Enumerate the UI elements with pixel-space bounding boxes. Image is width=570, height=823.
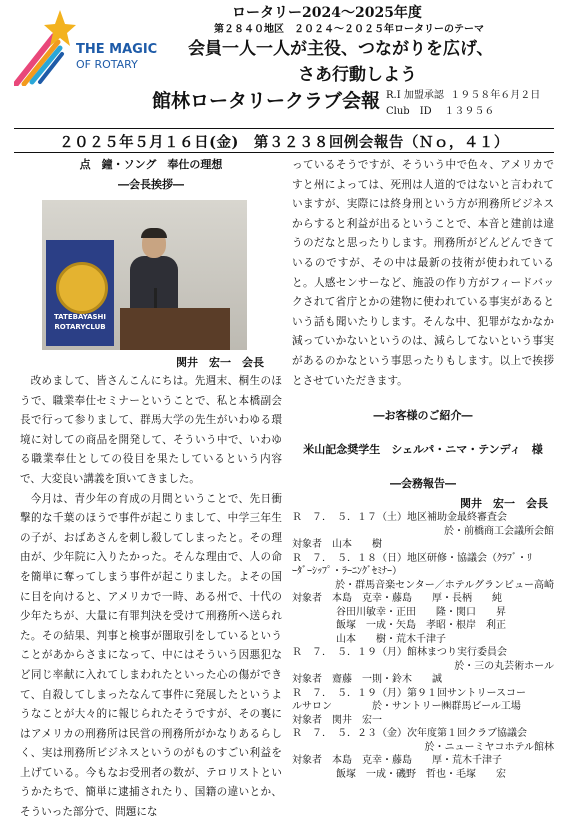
theme-motto-line2: さあ行動しよう <box>298 65 417 85</box>
reporter-name: 関井 宏一 会長 <box>460 497 548 511</box>
report-line: Ｒ ７． ５．１９（月）館林まつり実行委員会 <box>292 647 507 659</box>
report-line: Ｒ ７． ５．１８（日）地区研修・協議会（ｸﾗﾌﾞ・ﾘ <box>292 552 532 564</box>
president-greeting-heading: ―会長挨拶― <box>118 178 184 191</box>
greeting-paragraph: 改めまして、皆さんこんにちは。先週末、桐生のほうで、職業奉仕セミナーということで、私と本橋副会長で行って参りまして、群馬大学の先生がいわゆる環境に対しての商品を開発して、そういう中で、いわゆる職業奉仕としての役目を果たしているという内容で、大変良い講義を頂いてきました。 <box>20 375 282 485</box>
report-line: 山本 樹・荒木千津子 <box>336 633 446 645</box>
podium <box>120 308 230 350</box>
rotary-wheel-icon <box>56 262 108 314</box>
report-line: 対象者 関井 宏一 <box>292 714 382 726</box>
report-line: Ｒ ７． ５．２３（金）次年度第１回クラブ協議会 <box>292 728 527 740</box>
club-id-label: Club ID <box>386 106 432 117</box>
divider-bottom <box>14 152 554 153</box>
theme-motto-line1: 会員一人一人が主役、つながりを広げ、 <box>188 39 494 59</box>
report-line: 於・前橋商工会議所会館 <box>444 525 554 537</box>
greeting-paragraph: っているそうですが、そういう中で色々、アメリカですと州によっては、死刑は人道的ではないと言われていますが、実際には終身刑という方が刑務所ビジネスからすると利益が出るということで、本音と建前は違うのだなと思ったりします。刑務所がどんどんできているのですが、その中は最新の技術が使われていると。人感センサーなど、施設の作り方がフィードバックされて省庁とかの建物に使われている事実があるという話も聞いたりします。そんな中、犯罪がなかなか減っていかないというのは、減らしてないという事実があるのかなという事思ったりもします。以上で挨拶とさせていただきます。 <box>292 159 554 387</box>
microphone-icon <box>154 288 157 310</box>
photo-caption: 関井 宏一 会長 <box>176 356 264 369</box>
divider-top <box>14 128 554 129</box>
report-line: 於・ニューミヤコホテル館林 <box>424 741 554 753</box>
guest-intro-heading: ―お客様のご紹介― <box>373 409 473 423</box>
banner-text: TATEBAYASHI ROTARYCLUB <box>53 313 107 331</box>
guest-name: 米山記念奨学生 シェルパ・ニマ・テンディ 様 <box>303 443 543 457</box>
greeting-text <box>20 372 282 823</box>
shooting-star-icon <box>14 6 76 86</box>
report-line: 対象者 本島 克幸・藤島 厚・長柄 純 <box>292 593 502 605</box>
report-line: 飯塚 一成・矢島 孝昭・根岸 利正 <box>336 620 506 632</box>
report-line: Ｒ ７． ５．１９（月）第９１回サントリースコー <box>292 687 526 699</box>
report-line: 谷田川敏幸・正田 隆・関口 昇 <box>336 606 506 618</box>
rotary-year: ロータリー2024～2025年度 <box>232 5 422 21</box>
report-line: 対象者 齋藤 一則・鈴木 誠 <box>292 674 442 686</box>
magic-of-rotary-logo <box>14 6 158 86</box>
report-line: 飯塚 一成・磯野 哲也・毛塚 宏 <box>336 768 506 780</box>
report-line: ｰﾀﾞｰｼｯﾌﾟ・ﾗｰﾆﾝｸﾞｾﾐﾅｰ） <box>292 566 402 578</box>
approval-label: R.I 加盟承認 <box>386 90 444 101</box>
president-photo <box>42 200 247 350</box>
opening-ceremony: 点 鐘・ソング 奉仕の理想 <box>79 158 223 171</box>
business-report-heading: ―会務報告― <box>390 477 456 491</box>
greeting-paragraph: 今月は、青少年の育成の月間ということで、先日衝撃的な千葉のほうで事件が起こりまして、中学三年生の子が、おばあさんを刺し殺してしまったと。その理由が、少年院に入りたかった。そんな理由で、人の命を簡単に奪ってしまう事件が起こりました。よその国に目を向けると、アメリカで一時、ある州で、十代の少年たちが、大量に有罪判決を受けて刑務所へ送られた。その結果、判事と検事が闇取引をしているということがあからさまになって、中にはそういう因悪犯など同じ率献に入れてしまわれたといった心の傷ができて、自殺してしまったなんて事件に発展したというようなことが大々的に報じられたそうですが、その裏にはアメリカの刑務所は民営の刑務所がかなりあるらしく、実は刑務所ビジネスというのがものすごい利益を上げている。今もなお受刑者の数が、テロリストというかたちで、簡単に逮捕されたり、国籍の違いとか、そういった部分で、問題にな <box>20 492 282 819</box>
greeting-continued <box>292 156 554 391</box>
club-id: １３９５６ <box>444 106 495 117</box>
club-newsletter-title: 館林ロータリークラブ会報 <box>152 90 381 112</box>
report-line: 於・三の丸芸術ホール <box>454 660 554 672</box>
club-info <box>386 88 540 120</box>
report-line: 対象者 山本 樹 <box>292 539 382 551</box>
left-column <box>20 156 282 823</box>
approval-date: １９５８年６月２日 <box>450 90 541 101</box>
right-column <box>292 156 554 781</box>
report-line: ルサロン 於・サントリー㈱群馬ビール工場 <box>292 701 521 713</box>
district-theme-label: 第２８４０地区 ２０２４～２０２５年ロータリーのテーマ <box>214 24 484 35</box>
report-line: Ｒ ７． ５．１７（土）地区補助金最終審査会 <box>292 512 507 524</box>
logo-text-line1: THE MAGIC <box>76 42 158 57</box>
newsletter-header <box>0 0 570 132</box>
meeting-report-title: ２０２５年５月１６日(金) 第３２３８回例会報告（Ｎｏ，４１） <box>59 134 509 151</box>
logo-text-line2: OF ROTARY <box>76 58 138 71</box>
report-line: 対象者 本島 克幸・藤島 厚・荒木千津子 <box>292 755 502 767</box>
report-line: 於・群馬音楽センター／ホテルグランビュー高崎 <box>335 579 554 591</box>
business-report-list <box>292 511 554 781</box>
